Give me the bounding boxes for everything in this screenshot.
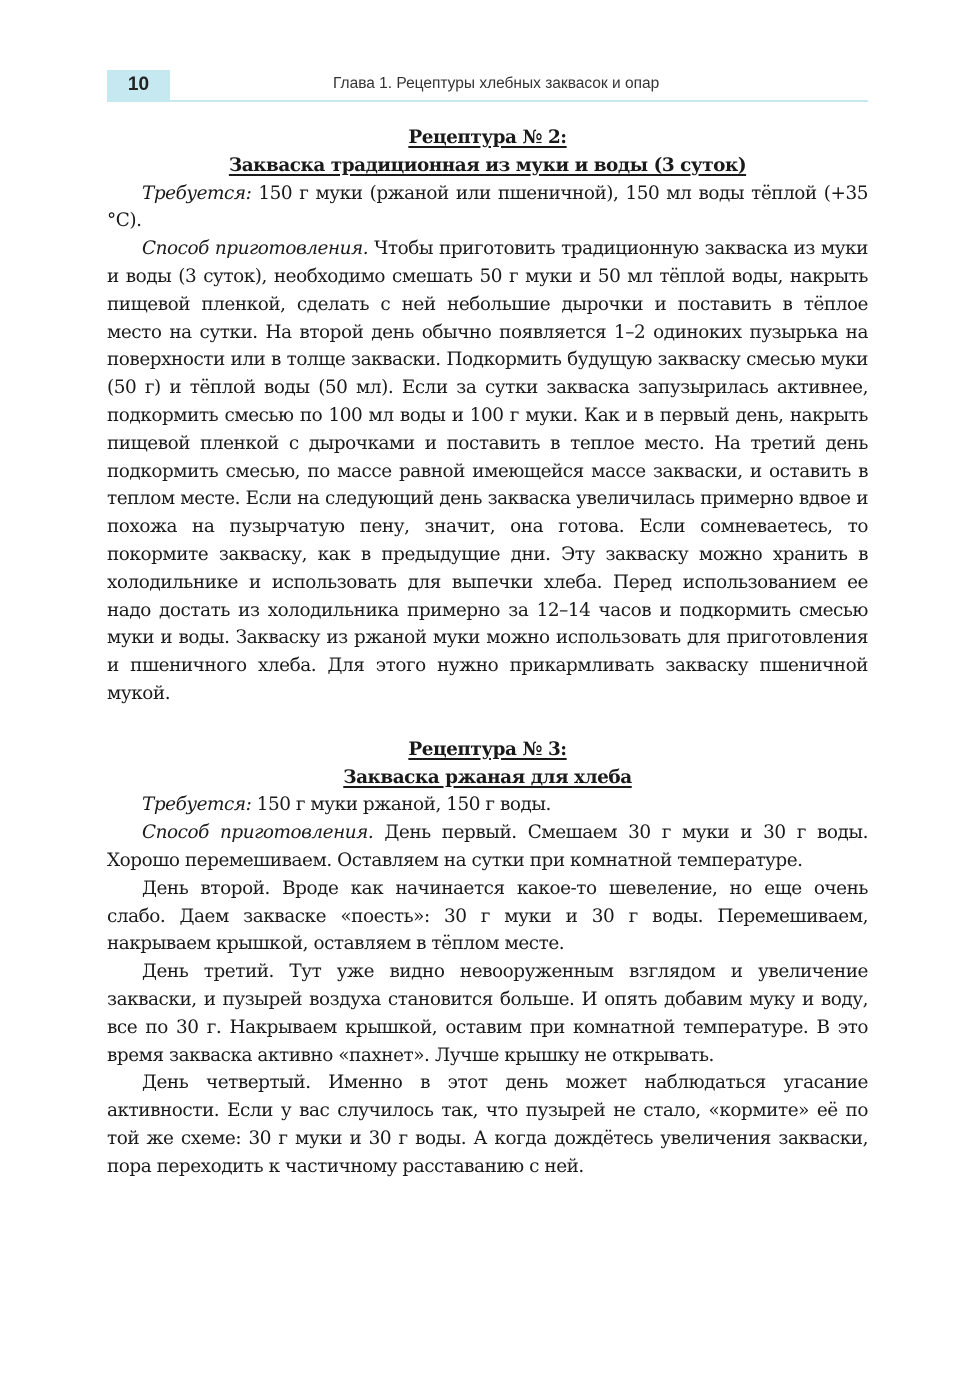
recipe-2-requirements [107,180,868,236]
recipe-2-method [107,235,868,708]
requirements-text: 150 г муки (ржаной или пшеничной), 150 мл воды тёплой (+35 °C). [107,182,868,232]
recipe-3-day-3: День третий. Тут уже видно невооруженным взглядом и увеличение закваски, и пузырей воздуха становится больше. И опять добавим муку и воду, все по 30 г. Накрываем крышкой, оставим при комнатной температуре. В это время закваска активно «пахнет». Лучше крышку не открывать. [107,961,868,1066]
running-title: Глава 1. Рецептуры хлебных заквасок и опар [333,75,660,92]
requirements-text: 150 г муки ржаной, 150 г воды. [251,794,551,816]
recipe-3-section [107,736,868,1181]
page-number: 10 [107,70,170,100]
recipe-3-title: Рецептура № 3: [408,738,567,760]
method-text: Чтобы приготовить традиционную закваска из муки и воды (3 суток), необходимо смешать 50 г муки и 50 мл тёплой воды, накрыть пищевой пленкой, сделать с ней небольшие дырочки и поставить в тёплое место на сутки. На второй день обычно появляется 1–2 одиноких пузырька на поверхности или в толще закваски. Подкормить будущую закваску смесью муки (50 г) и тёплой воды (50 мл). Если за сутки закваска запузырилась активнее, подкормить смесью по 100 мл воды и 100 г муки. Как и в первый день, накрыть пищевой пленкой с дырочками и поставить в теплое место. На третий день подкормить смесью, по массе равной имеющейся массе закваски, и оставить в теплом месте. Если на следующий день закваска увеличилась примерно вдвое и похожа на пузырчатую пену, значит, она готова. Если сомневаетесь, то покормите закваску, как в предыдущие дни. Эту закваску можно хранить в холодильнике и использовать для выпечки хлеба. Перед использованием ее надо достать из холодильника примерно за 12–14 часов и подкормить смесью муки и воды. Закваску из ржаной муки можно использовать для приготовления и пшеничного хлеба. Для этого нужно прикармливать закваску пшеничной мукой. [107,238,868,704]
recipe-3-day-2: День второй. Вроде как начинается какое-то шевеление, но еще очень слабо. Даем закваске «поесть»: 30 г муки и 30 г воды. Перемешиваем, накрываем крышкой, оставляем в тёплом месте. [107,877,868,955]
page-header [107,70,868,102]
requirements-label: Требуется: [142,182,252,204]
page-content [107,124,868,1180]
recipe-3-requirements [107,791,868,819]
method-label: Способ приготовления. [142,238,369,260]
recipe-2-title: Рецептура № 2: [408,127,567,148]
recipe-3-method [107,819,868,875]
requirements-label: Требуется: [142,794,252,816]
section-spacer [107,708,868,736]
recipe-2-subtitle: Закваска традиционная из муки и воды (3 суток) [228,154,747,176]
recipe-3-subtitle: Закваска ржаная для хлеба [343,766,632,788]
method-label: Способ приготовления. [142,822,374,844]
recipe-3-day-4: День четвертый. Именно в этот день может наблюдаться угасание активности. Если у вас случилось так, что пузырей не стало, «кормите» её по той же схеме: 30 г муки и 30 г воды. А когда дождётесь увеличения закваски, пора переходить к частичному расставанию с ней. [107,1072,868,1177]
recipe-2-section [107,124,868,708]
method-text: День первый. Смешаем 30 г муки и 30 г воды. Хорошо перемешиваем. Оставляем на сутки при комнатной температуре. [107,822,868,871]
